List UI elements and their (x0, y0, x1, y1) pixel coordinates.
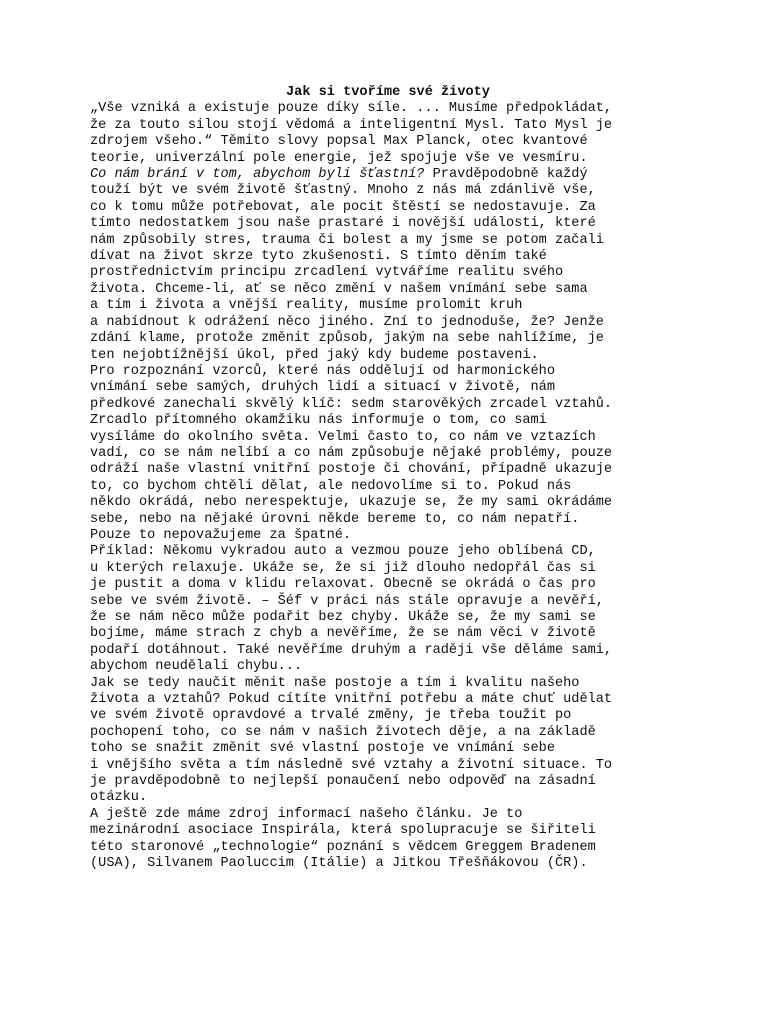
line-text: touží být ve svém životě šťastný. Mnoho z nás má zdánlivě vše, (90, 183, 596, 199)
text-line (90, 856, 686, 872)
line-text: ten nejobtížnější úkol, před jaký kdy budeme postaveni. (90, 347, 539, 363)
text-line (90, 265, 686, 281)
text-line (90, 495, 686, 511)
text-line (90, 725, 686, 741)
text-line (90, 233, 686, 249)
line-text: někdo okrádá, nebo nerespektuje, ukazuje se, že my sami okrádáme (90, 495, 613, 511)
text-line (90, 479, 686, 495)
line-text: předkové zanechali skvělý klíč: sedm starověkých zrcadel vztahů. (90, 396, 613, 412)
text-line (90, 216, 686, 232)
line-text: „Vše vzniká a existuje pouze díky síle. ... Musíme předpokládat, (90, 101, 613, 117)
line-text: (USA), Silvanem Paoluccim (Itálie) a Jitkou Třešňákovou (ČR). (90, 856, 588, 872)
line-text: vadí, co se nám nelíbí a co nám způsobuje nějaké problémy, pouze (90, 445, 613, 461)
text-line (90, 167, 686, 183)
line-text: podaří dotáhnout. Také nevěříme druhým a raději vše děláme sami, (90, 642, 613, 658)
line-text: zdrojem všeho.“ Těmito slovy popsal Max Planck, otec kvantové (90, 134, 588, 150)
line-text: tímto nedostatkem jsou naše prastaré i novější události, které (90, 216, 596, 232)
text-line (90, 315, 686, 331)
line-text: odráží naše vlastní vnitřní postoje či chování, případně ukazuje (90, 462, 613, 478)
text-line (90, 413, 686, 429)
line-text: mezinárodní asociace Inspirála, která spolupracuje se šiřiteli (90, 823, 596, 839)
line-text: toho se snažit změnit své vlastní postoje ve vnímání sebe (90, 741, 555, 757)
line-text: Zrcadlo přítomného okamžiku nás informuje o tom, co sami (90, 413, 547, 429)
line-text: že za touto silou stojí vědomá a inteligentní Mysl. Tato Mysl je (90, 117, 613, 133)
text-line (90, 774, 686, 790)
line-text: vnímání sebe samých, druhých lidí a situací v životě, nám (90, 380, 555, 396)
line-text: a tím i života a vnější reality, musíme prolomit kruh (90, 298, 523, 314)
line-text: Příklad: Někomu vykradou auto a vezmou pouze jeho oblíbená CD, (90, 544, 596, 560)
text-line (90, 544, 686, 560)
text-line (90, 364, 686, 380)
line-text: Jak se tedy naučit měnit naše postoje a tím i kvalitu našeho (90, 675, 580, 691)
line-text: Pro rozpoznání vzorců, které nás oddělují od harmonického (90, 363, 555, 379)
text-line (90, 118, 686, 134)
line-text: to, co bychom chtěli dělat, ale nedovolíme si to. Pokud nás (90, 478, 572, 494)
line-text: otázku. (90, 790, 148, 806)
text-line (90, 758, 686, 774)
document-body (90, 101, 686, 872)
text-line (90, 676, 686, 692)
line-text: co k tomu může potřebovat, ale pocit štěstí se nedostavuje. Za (90, 199, 596, 215)
text-line (90, 249, 686, 265)
line-text: abychom neudělali chybu... (90, 659, 303, 675)
italic-lead: Co nám brání v tom, abychom byli šťastní? (90, 167, 425, 183)
line-text: této staronové „technologie“ poznání s vědcem Greggem Bradenem (90, 839, 596, 855)
text-line (90, 659, 686, 675)
text-line (90, 643, 686, 659)
line-text: že se nám něco může podařit bez chyby. Ukáže se, že my sami se (90, 610, 596, 625)
line-text: vysíláme do okolního světa. Velmi často to, co nám ve vztazích (90, 429, 596, 445)
line-text: prostřednictvím principu zrcadlení vytváříme realitu svého (90, 265, 564, 281)
text-line (90, 708, 686, 724)
text-line (90, 823, 686, 839)
line-text: života. Chceme-li, ať se něco změní v našem vnímání sebe sama (90, 281, 588, 297)
line-text: a nabídnout k odrážení něco jiného. Zní to jednoduše, že? Jenže (90, 314, 604, 330)
line-text: sebe, nebo na nějaké úrovni někde bereme to, co nám nepatří. (90, 511, 580, 527)
text-line (90, 200, 686, 216)
line-text: nám způsobily stres, trauma či bolest a my jsme se potom začali (90, 232, 604, 248)
text-line (90, 561, 686, 577)
text-line (90, 183, 686, 199)
text-line (90, 741, 686, 757)
text-line (90, 348, 686, 364)
text-line (90, 430, 686, 446)
line-text: Pravděpodobně každý (424, 167, 588, 183)
text-line (90, 397, 686, 413)
line-text: bojíme, máme strach z chyb a nevěříme, že se nám věci v životě (90, 626, 596, 642)
line-text: je pravděpodobně to nejlepší ponaučení nebo odpověď na zásadní (90, 774, 596, 790)
text-line (90, 840, 686, 856)
line-text: pochopení toho, co se nám v našich životech děje, a na základě (90, 724, 596, 740)
text-line (90, 446, 686, 462)
text-line (90, 298, 686, 314)
text-line (90, 380, 686, 396)
text-line (90, 331, 686, 347)
line-text: zdání klame, protože změnit způsob, jakým na sebe nahlížíme, je (90, 331, 604, 347)
line-text: života a vztahů? Pokud cítíte vnitřní potřebu a máte chuť udělat (90, 692, 613, 708)
document-page (90, 85, 686, 873)
text-line (90, 462, 686, 478)
document-title: Jak si tvoříme své životy (286, 85, 490, 100)
line-text: Pouze to nepovažujeme za špatné. (90, 527, 352, 543)
line-text: i vnějšího světa a tím následně své vztahy a životní situace. To (90, 757, 613, 773)
line-text: dívat na život skrze tyto zkušenosti. S tímto děním také (90, 249, 547, 265)
text-line (90, 101, 686, 117)
text-line (90, 134, 686, 150)
line-text: ve svém životě opravdové a trvalé změny, je třeba toužit po (90, 708, 572, 724)
text-line (90, 577, 686, 593)
text-line (90, 512, 686, 528)
line-text: sebe ve svém životě. – Šéf v práci nás stále opravuje a nevěří, (90, 593, 604, 609)
line-text: teorie, univerzální pole energie, jež spojuje vše ve vesmíru. (90, 150, 588, 166)
text-line (90, 594, 686, 610)
text-line (90, 528, 686, 544)
text-line (90, 610, 686, 626)
line-text: u kterých relaxuje. Ukáže se, že si již dlouho nedopřál čas si (90, 560, 596, 576)
text-line (90, 282, 686, 298)
line-text: A ještě zde máme zdroj informací našeho článku. Je to (90, 806, 523, 822)
text-line (90, 626, 686, 642)
text-line (90, 790, 686, 806)
text-line (90, 151, 686, 167)
text-line (90, 692, 686, 708)
text-line (90, 807, 686, 823)
line-text: je pustit a doma v klidu relaxovat. Obecně se okrádá o čas pro (90, 577, 596, 593)
